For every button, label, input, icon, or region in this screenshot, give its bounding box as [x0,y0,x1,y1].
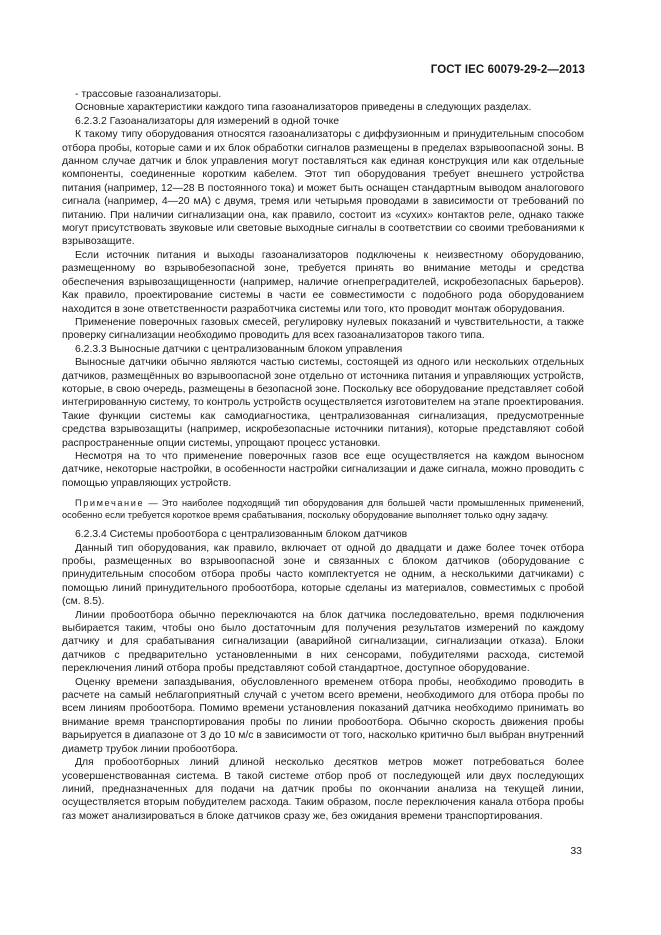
paragraph: Оценку времени запаздывания, обусловленного временем отбора пробы, необходимо проводить в расчете на самый неблагоприятный случай с учетом всего времени, необходимого для отбора пробы по всем линиям пробоотбора. Помимо времени установления показаний датчика необходимо принимать во внимание время транспортирования пробы по линии пробоотбора. Обычно скорость движения пробы варьируется в диапазоне от 3 до 10 м/с в зависимости от того, насколько критично был выбран внутренний диаметр трубок линии пробоотбора. [62,676,584,755]
document-body [62,88,584,823]
paragraph: Если источник питания и выходы газоанализаторов подключены к неизвестному оборудованию, размещенному во взрывобезопасной зоне, требуется принять во внимание методы и средства обеспечения взрывозащищенности (например, наличие огнепреградителей, искробезопасных барьеров). Как правило, проектирование системы в части ее совместимости с подобного рода оборудованием находится в зоне ответственности разработчика системы или того, кто проводит монтаж оборудования. [62,249,584,315]
section-heading: 6.2.3.2 Газоанализаторы для измерений в одной точке [75,115,340,127]
paragraph: К такому типу оборудования относятся газоанализаторы с диффузионным и принудительным способом отбора пробы, которые сами и их блок обработки сигналов размещены в пределах взрывоопасной зоны. В данном случае датчик и блок управления могут поставляться как единая конструкция или как отдельные компоненты, соединенные коротким кабелем. Этот тип оборудования требует внешнего устройства питания (например, 12—28 В постоянного тока) и может быть оснащен стандартным выводом аналогового сигнала (например, 4—20 мА) с двумя, тремя или четырьмя проводами в зависимости от требований по питанию. При наличии сигнализации она, как правило, состоит из «сухих» контактов реле, однако также могут присутствовать звуковые или световые выходные сигналы в соответствии со своими требованиями к взрывозащите. [62,129,584,248]
page-number: 33 [570,845,582,857]
paragraph: Данный тип оборудования, как правило, включает от одной до двадцати и даже более точек отбора пробы, размещенных во взрывоопасной зоне и связанных с блоком датчиков (оборудование с принудительным способом отбора пробы часто комплектуется не одним, а несколькими датчиками) с помощью линий принудительного пробоотбора, которые сделаны из материалов, совместимых с пробой (см. 8.5). [62,542,584,608]
paragraph: Линии пробоотбора обычно переключаются на блок датчика последовательно, время подключения выбирается таким, чтобы оно было достаточным для получения результатов измерений по каждому датчику и для срабатывания сигнализации (аварийной сигнализации, сигнализации отказа). Блоки датчиков с предварительно установленными в них сенсорами, побудителями расхода, системой переключения линий отбора пробы представляют собой стандартное, доступное оборудование. [62,609,584,675]
paragraph: Применение поверочных газовых смесей, регулировку нулевых показаний и чувствительности, а также проверку сигнализации необходимо проводить для всех газоанализаторов такого типа. [62,316,584,342]
section-heading: 6.2.3.4 Системы пробоотбора с централизованным блоком датчиков [75,529,408,541]
paragraph: Основные характеристики каждого типа газоанализаторов приведены в следующих разделах. [75,102,532,114]
document-header: ГОСТ IEC 60079-29-2—2013 [430,64,585,76]
note-label: Примечание [75,498,145,509]
paragraph: - трассовые газоанализаторы. [75,89,222,100]
note-text: — Это наиболее подходящий тип оборудования для большей части промышленных применений, особенно если требуется короткое время срабатывания, поскольку оборудование выполняет только одну задачу. [62,498,584,521]
paragraph: Несмотря на то что применение поверочных газов все еще осуществляется на каждом выносном датчике, некоторые настройки, в особенности настройки сигнализации и даже сигнала, можно проводить с помощью управляющих устройств. [62,450,584,489]
paragraph: Выносные датчики обычно являются частью системы, состоящей из одного или нескольких отдельных датчиков, размещённых во взрывоопасной зоне отдельно от источника питания и управляющих устройств, которые, в свою очередь, размещены в безопасной зоне. Поскольку все оборудование представляет собой интегрированную систему, то контроль устройств осуществляется изготовителем на этапе проектирования. Такие функции системы как самодиагностика, централизованная сигнализация, предусмотренные средства взрывозащиты (например, искробезопасные источники питания), которые представляют собой распространенные опции системы, упрощают процесс установки. [62,357,584,449]
note [62,497,584,521]
paragraph: Для пробоотборных линий длиной несколько десятков метров может потребоваться более усовершенствованная система. В такой системе отбор проб от последующей или двух последующих линий, предназначенных для подачи на датчик пробы по окончании анализа на текущей линии, осуществляется вторым побудителем расхода. Таким образом, после переключения канала отбора пробы газ может анализироваться в блоке датчиков сразу же, без ожидания времени транспортирования. [62,757,584,822]
section-heading: 6.2.3.3 Выносные датчики с централизованным блоком управления [75,343,403,355]
